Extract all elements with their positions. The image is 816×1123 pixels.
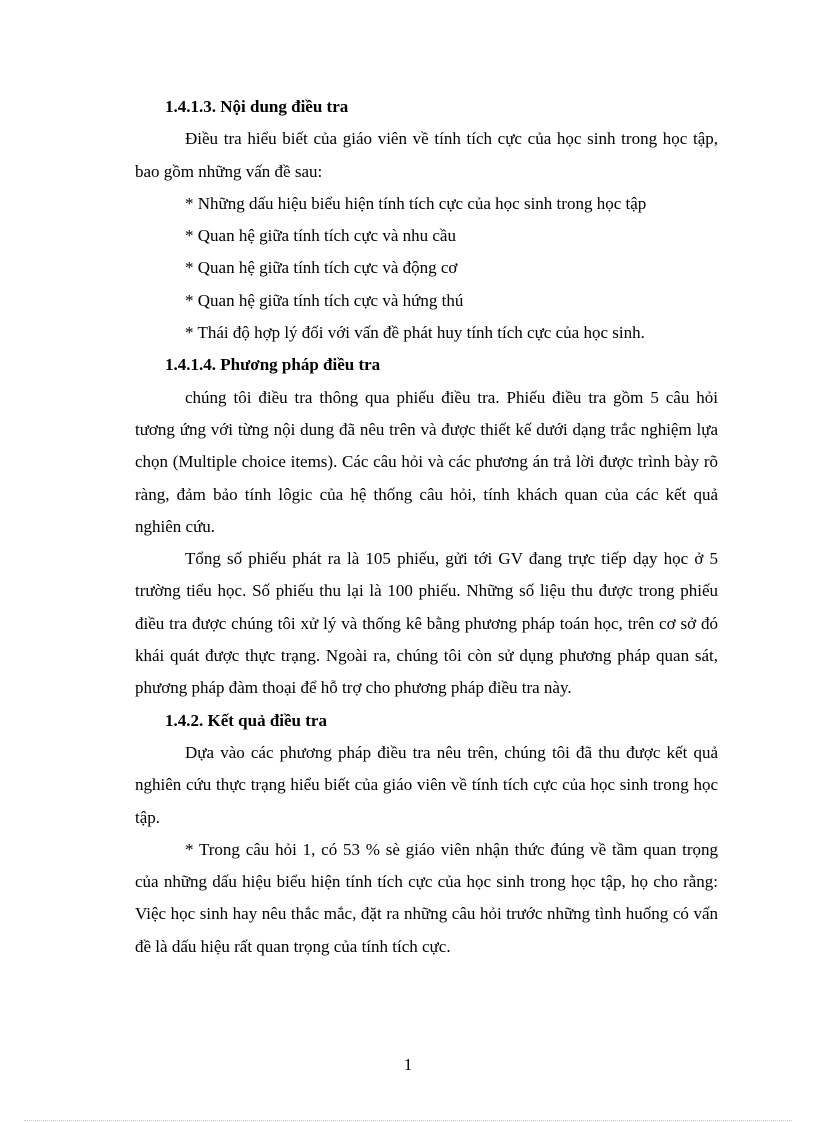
page-number: 1 <box>403 1055 413 1074</box>
bullet-item: * Quan hệ giữa tính tích cực và hứng thú <box>185 290 464 310</box>
paragraph: Tổng số phiếu phát ra là 105 phiếu, gửi tới GV đang trực tiếp dạy học ở 5 trường tiểu học. Số phiếu thu lại là 100 phiếu. Những số liệu thu được trong phiếu điều tra được chúng tôi xử lý và thống kê bằng phương pháp toán học, trên cơ sở đó khái quát được thực trạng. Ngoài ra, chúng tôi còn sử dụng phương pháp quan sát, phương pháp đàm thoại để hỗ trợ cho phương pháp điều tra này. <box>135 549 718 698</box>
bullet-item: * Thái độ hợp lý đối với vấn đề phát huy tính tích cực của học sinh. <box>185 323 645 343</box>
bullet-item: * Quan hệ giữa tính tích cực và nhu cầu <box>185 226 456 246</box>
bullet-item: * Quan hệ giữa tính tích cực và động cơ <box>185 258 458 278</box>
bullet-item: * Những dấu hiệu biểu hiện tính tích cực của học sinh trong học tập <box>185 193 647 213</box>
document-body <box>135 91 718 963</box>
paragraph: Dựa vào các phương pháp điều tra nêu trên, chúng tôi đã thu được kết quả nghiên cứu thực trạng hiểu biết của giáo viên về tính tích cực của học sinh trong học tập. <box>135 742 718 827</box>
page-bottom-divider <box>24 1120 792 1121</box>
paragraph-intro: Điều tra hiểu biết của giáo viên về tính tích cực của học sinh trong học tập, bao gồm những vấn đề sau: <box>135 129 718 181</box>
paragraph: chúng tôi điều tra thông qua phiếu điều tra. Phiếu điều tra gồm 5 câu hỏi tương ứng với từng nội dung đã nêu trên và được thiết kế dưới dạng trắc nghiệm lựa chọn (Multiple choice items). Các câu hỏi và các phương án trả lời được trình bày rõ ràng, đảm bảo tính lôgic của hệ thống câu hỏi, tính khách quan của các kết quả nghiên cứu. <box>135 387 718 536</box>
section-heading-noi-dung-dieu-tra: 1.4.1.3. Nội dung điều tra <box>165 97 349 116</box>
paragraph: * Trong câu hỏi 1, có 53 % sè giáo viên nhận thức đúng về tầm quan trọng của những dấu hiệu biểu hiện tính tích cực của học sinh trong học tập, họ cho rằng: Việc học sinh hay nêu thắc mắc, đặt ra những câu hỏi trước những tình huống có vấn đề là dấu hiệu rất quan trọng của tính tích cực. <box>135 839 718 956</box>
section-heading-ket-qua-dieu-tra: 1.4.2. Kết quả điều tra <box>165 710 327 730</box>
section-heading-phuong-phap-dieu-tra: 1.4.1.4. Phương pháp điều tra <box>165 355 381 375</box>
